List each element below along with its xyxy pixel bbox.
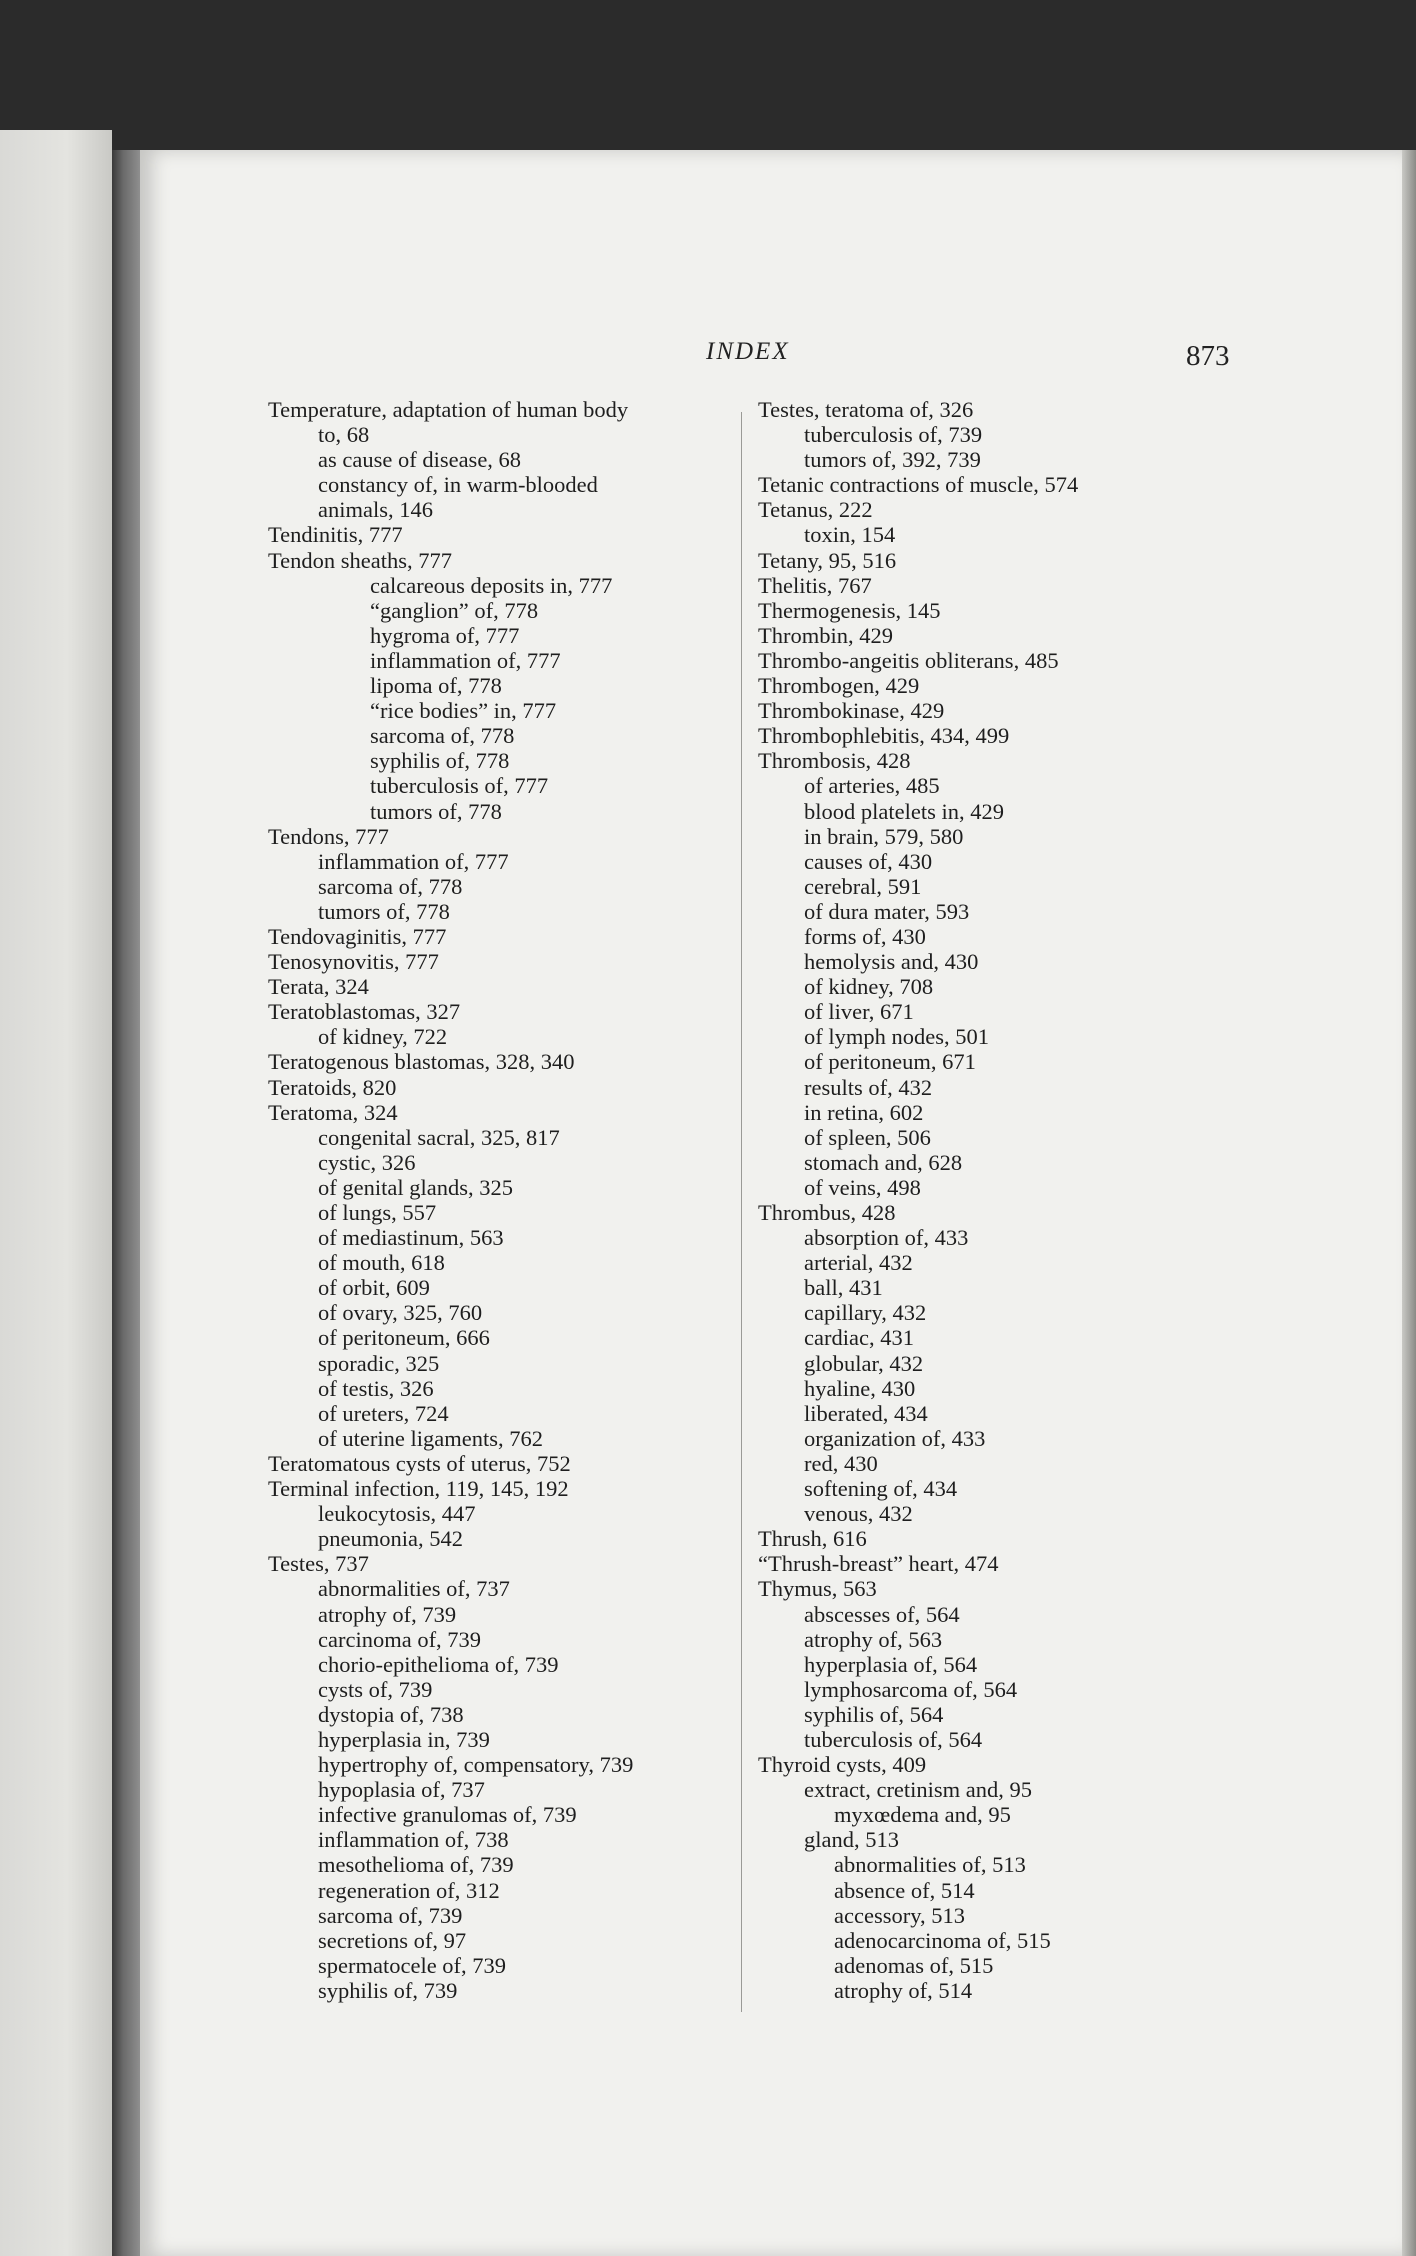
index-entry: hemolysis and, 430 [804, 949, 979, 975]
index-entry: hyperplasia in, 739 [318, 1726, 490, 1752]
index-entry: arterial, 432 [804, 1250, 913, 1276]
index-entry: sporadic, 325 [318, 1350, 440, 1376]
index-entry: adenomas of, 515 [834, 1952, 994, 1978]
index-entry: Thrombosis, 428 [758, 748, 911, 774]
index-entry: Teratomatous cysts of uterus, 752 [268, 1450, 571, 1476]
page-right-edge [1402, 150, 1416, 2256]
index-entry: of mouth, 618 [318, 1250, 445, 1276]
book-gutter [112, 150, 140, 2256]
index-entry: adenocarcinoma of, 515 [834, 1927, 1051, 1953]
index-entry: extract, cretinism and, 95 [804, 1777, 1033, 1803]
index-entry: in brain, 579, 580 [804, 823, 964, 849]
index-entry: inflammation of, 777 [318, 848, 509, 874]
index-entry: Testes, 737 [268, 1551, 369, 1577]
index-entry: infective granulomas of, 739 [318, 1802, 577, 1828]
index-entry: of peritoneum, 666 [318, 1325, 490, 1351]
index-entry: syphilis of, 778 [370, 748, 510, 774]
index-entry: of arteries, 485 [804, 773, 940, 799]
index-entry: chorio-epithelioma of, 739 [318, 1651, 559, 1677]
index-entry: cysts of, 739 [318, 1676, 433, 1702]
index-entry: toxin, 154 [804, 522, 896, 548]
index-entry: cardiac, 431 [804, 1325, 914, 1351]
index-entry: congenital sacral, 325, 817 [318, 1124, 560, 1150]
index-entry: globular, 432 [804, 1350, 924, 1376]
index-entry: cystic, 326 [318, 1149, 416, 1175]
index-entry: hyperplasia of, 564 [804, 1651, 978, 1677]
index-entry: of kidney, 722 [318, 1024, 448, 1050]
index-entry: Tetanic contractions of muscle, 574 [758, 472, 1079, 498]
index-entry: red, 430 [804, 1450, 878, 1476]
index-entry: softening of, 434 [804, 1476, 958, 1502]
index-entry: lipoma of, 778 [370, 673, 502, 699]
index-entry: tumors of, 778 [370, 798, 502, 824]
index-entry: Teratogenous blastomas, 328, 340 [268, 1049, 575, 1075]
index-entry: tuberculosis of, 564 [804, 1726, 983, 1752]
index-entry: Teratoblastomas, 327 [268, 999, 461, 1025]
index-entry: tuberculosis of, 777 [370, 773, 549, 799]
index-entry: atrophy of, 563 [804, 1626, 943, 1652]
index-entry: Terata, 324 [268, 974, 369, 1000]
index-entry: Teratoma, 324 [268, 1099, 398, 1125]
index-entry: abnormalities of, 513 [834, 1852, 1026, 1878]
index-entry: abnormalities of, 737 [318, 1576, 510, 1602]
index-entry: to, 68 [318, 422, 370, 448]
index-entry: liberated, 434 [804, 1400, 928, 1426]
index-entry: lymphosarcoma of, 564 [804, 1676, 1018, 1702]
index-entry: Tendons, 777 [268, 823, 389, 849]
index-entry: tumors of, 778 [318, 898, 450, 924]
index-entry: of veins, 498 [804, 1174, 921, 1200]
index-entry: of liver, 671 [804, 999, 914, 1025]
index-entry: Thrombophlebitis, 434, 499 [758, 723, 1010, 749]
index-entry: gland, 513 [804, 1827, 899, 1853]
index-entry: Tetany, 95, 516 [758, 547, 897, 573]
index-entry: Tendovaginitis, 777 [268, 923, 447, 949]
index-entry: of orbit, 609 [318, 1275, 430, 1301]
index-entry: of spleen, 506 [804, 1124, 931, 1150]
index-entry: sarcoma of, 778 [370, 723, 515, 749]
index-entry: Temperature, adaptation of human body [268, 397, 629, 422]
index-entry: tuberculosis of, 739 [804, 422, 983, 448]
index-entry: Thrombus, 428 [758, 1200, 896, 1225]
index-entry: Thrush, 616 [758, 1526, 867, 1552]
index-entry: carcinoma of, 739 [318, 1626, 482, 1652]
index-entry: Thrombogen, 429 [758, 673, 920, 699]
index-entry: of testis, 326 [318, 1375, 434, 1401]
column-divider [741, 412, 742, 2012]
index-entry: myxœdema and, 95 [834, 1802, 1011, 1828]
index-entry: absence of, 514 [834, 1877, 975, 1903]
running-header: INDEX [706, 338, 790, 365]
index-entry: sarcoma of, 778 [318, 873, 463, 899]
index-entry: of ureters, 724 [318, 1400, 449, 1426]
index-entry: abscesses of, 564 [804, 1601, 960, 1627]
index-entry: accessory, 513 [834, 1902, 965, 1928]
index-entry: atrophy of, 514 [834, 1977, 973, 2003]
index-entry: Thrombokinase, 429 [758, 698, 945, 724]
index-entry: blood platelets in, 429 [804, 798, 1004, 824]
index-entry: hypoplasia of, 737 [318, 1777, 485, 1803]
index-entry: Thrombo-angeitis obliterans, 485 [758, 647, 1059, 673]
index-entry: Tenosynovitis, 777 [268, 949, 439, 975]
index-entry: regeneration of, 312 [318, 1877, 500, 1903]
index-entry: Thrombin, 429 [758, 622, 893, 648]
index-entry: as cause of disease, 68 [318, 447, 522, 473]
index-entry: Thymus, 563 [758, 1576, 877, 1602]
index-entry: dystopia of, 738 [318, 1701, 464, 1727]
index-entry: Tetanus, 222 [758, 497, 873, 523]
index-entry: capillary, 432 [804, 1300, 927, 1326]
index-entry: spermatocele of, 739 [318, 1952, 507, 1978]
index-entry: of dura mater, 593 [804, 898, 970, 924]
index-entry: “Thrush-breast” heart, 474 [758, 1551, 999, 1577]
index-entry: leukocytosis, 447 [318, 1501, 476, 1527]
index-entry: animals, 146 [318, 497, 433, 523]
index-entry: Teratoids, 820 [268, 1074, 397, 1100]
index-entry: Thyroid cysts, 409 [758, 1752, 927, 1778]
index-entry: of kidney, 708 [804, 974, 934, 1000]
index-entry: cerebral, 591 [804, 873, 922, 899]
index-entry: syphilis of, 739 [318, 1977, 458, 2003]
index-entry: Testes, teratoma of, 326 [758, 397, 974, 422]
index-entry: tumors of, 392, 739 [804, 447, 981, 473]
index-entry: of uterine ligaments, 762 [318, 1425, 543, 1451]
index-entry: “rice bodies” in, 777 [370, 698, 557, 724]
index-entry: calcareous deposits in, 777 [370, 572, 613, 598]
index-entry: of ovary, 325, 760 [318, 1300, 483, 1326]
index-entry: hypertrophy of, compensatory, 739 [318, 1752, 634, 1778]
index-entry: inflammation of, 738 [318, 1827, 509, 1853]
index-entry: ball, 431 [804, 1275, 883, 1301]
index-entry: mesothelioma of, 739 [318, 1852, 514, 1878]
index-entry: syphilis of, 564 [804, 1701, 944, 1727]
index-entry: of lungs, 557 [318, 1200, 437, 1225]
index-entry: pneumonia, 542 [318, 1526, 463, 1552]
index-entry: of genital glands, 325 [318, 1174, 513, 1200]
index-entry: hygroma of, 777 [370, 622, 520, 648]
index-entry: of lymph nodes, 501 [804, 1024, 989, 1050]
index-entry: results of, 432 [804, 1074, 933, 1100]
index-entry: organization of, 433 [804, 1425, 986, 1451]
facing-page-edge [0, 130, 112, 2256]
index-entry: constancy of, in warm-blooded [318, 472, 598, 498]
index-entry: venous, 432 [804, 1501, 913, 1527]
index-entry: Thermogenesis, 145 [758, 597, 941, 623]
index-entry: inflammation of, 777 [370, 647, 561, 673]
index-column-left [258, 397, 750, 2003]
index-entry: Tendon sheaths, 777 [268, 547, 453, 573]
index-entry: Thelitis, 767 [758, 572, 872, 598]
index-entry: stomach and, 628 [804, 1149, 963, 1175]
index-entry: forms of, 430 [804, 923, 926, 949]
index-entry: “ganglion” of, 778 [370, 597, 539, 623]
index-entry: of peritoneum, 671 [804, 1049, 976, 1075]
index-entry: atrophy of, 739 [318, 1601, 457, 1627]
index-entry: causes of, 430 [804, 848, 933, 874]
index-entry: secretions of, 97 [318, 1927, 467, 1953]
page-number: 873 [1186, 340, 1230, 372]
index-entry: of mediastinum, 563 [318, 1225, 504, 1251]
index-entry: in retina, 602 [804, 1099, 924, 1125]
index-entry: absorption of, 433 [804, 1225, 969, 1251]
index-entry: Tendinitis, 777 [268, 522, 403, 548]
index-entry: Terminal infection, 119, 145, 192 [268, 1476, 569, 1502]
index-entry: hyaline, 430 [804, 1375, 916, 1401]
index-entry: sarcoma of, 739 [318, 1902, 463, 1928]
index-column-right [756, 397, 1276, 2003]
